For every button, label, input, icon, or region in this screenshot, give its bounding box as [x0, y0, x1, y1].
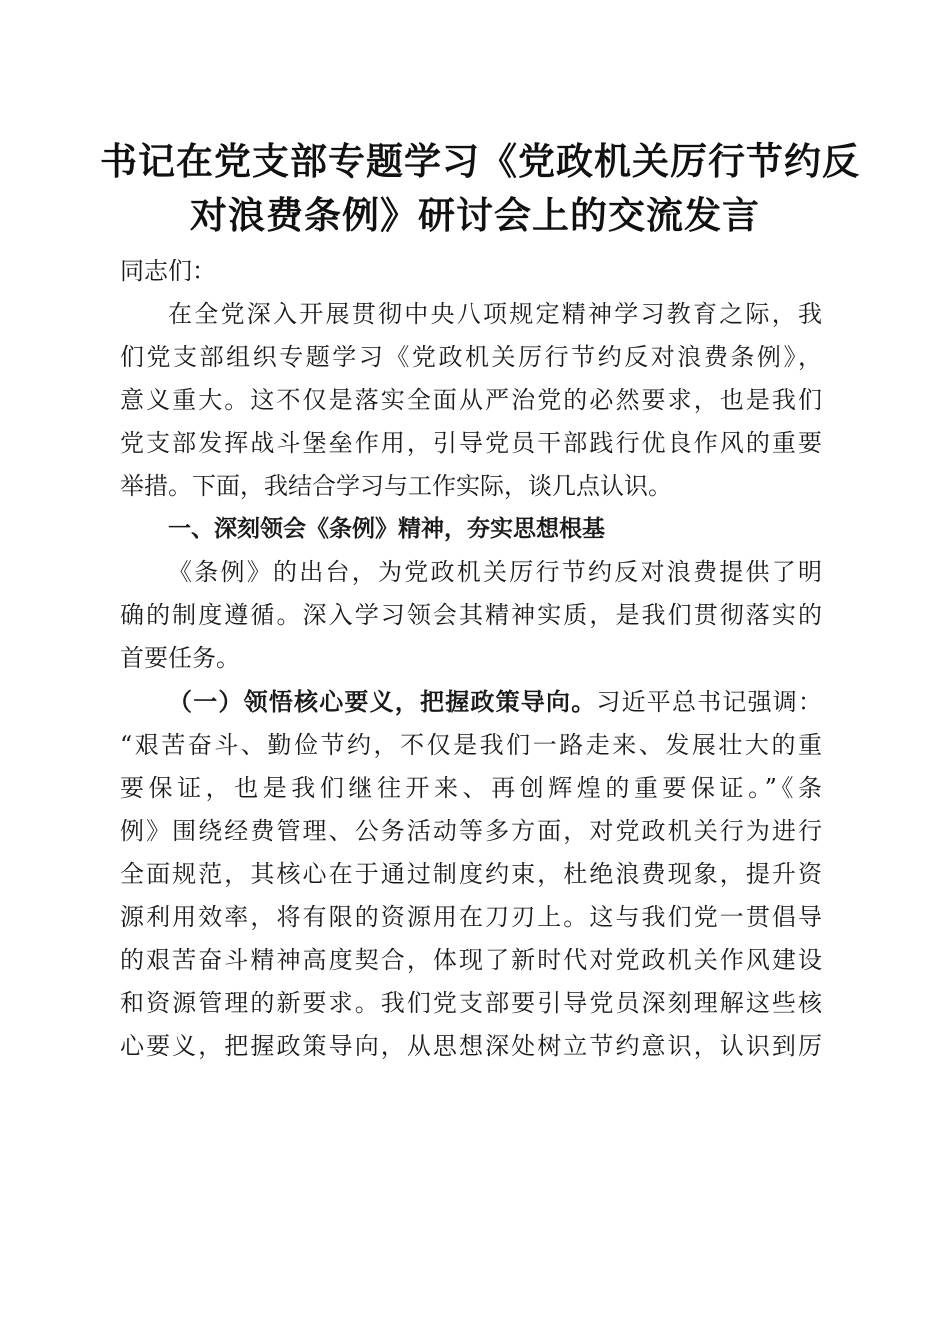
salutation: 同志们：	[120, 257, 216, 285]
title-line-2: 对浪费条例》研讨会上的交流发言	[190, 193, 760, 237]
subsection-1-line: 全面规范，其核心在于通过制度约束，杜绝浪费现象，提升资	[120, 860, 822, 888]
subsection-1-first-line	[120, 680, 822, 724]
subsection-1-line: “艰苦奋斗、勤俭节约，不仅是我们一路走来、发展壮大的重	[120, 731, 822, 759]
section-1-heading: 一、深刻领会《条例》精神，夯实思想根基	[168, 516, 605, 542]
subsection-1-paragraph	[120, 680, 830, 1068]
intro-line: 党支部发挥战斗堡垒作用，引导党员干部践行优良作风的重要	[120, 429, 822, 457]
subsection-1-line: 例》围绕经费管理、公务活动等多方面，对党政机关行为进行	[120, 817, 822, 845]
document-title	[100, 134, 860, 242]
intro-line: 们党支部组织专题学习《党政机关厉行节约反对浪费条例》，	[120, 343, 822, 371]
subsection-1-line: 心要义，把握政策导向，从思想深处树立节约意识，认识到厉	[120, 1032, 822, 1060]
subsection-1-line: 源利用效率，将有限的资源用在刀刃上。这与我们党一贯倡导	[120, 903, 822, 931]
section-1-paragraph	[120, 551, 830, 680]
intro-line: 举措。下面，我结合学习与工作实际，谈几点认识。	[120, 472, 672, 500]
subsection-1-line: 要保证，也是我们继往开来、再创辉煌的重要保证。”《条	[120, 774, 822, 802]
title-line-1: 书记在党支部专题学习《党政机关厉行节约反	[100, 139, 860, 183]
subsection-1-lead: （一）领悟核心要义，把握政策导向。	[168, 687, 597, 716]
section-1-line: 首要任务。	[120, 644, 240, 672]
document-body	[120, 250, 830, 1068]
section-1-line: 《条例》的出台，为党政机关厉行节约反对浪费提供了明	[168, 558, 822, 586]
subsection-1-line: 和资源管理的新要求。我们党支部要引导党员深刻理解这些核	[120, 989, 822, 1017]
intro-line: 意义重大。这不仅是落实全面从严治党的必然要求，也是我们	[120, 386, 822, 414]
intro-line: 在全党深入开展贯彻中央八项规定精神学习教育之际，我	[168, 300, 822, 328]
subsection-1-first-rest: 习近平总书记强调：	[596, 688, 823, 716]
subsection-1-line: 的艰苦奋斗精神高度契合，体现了新时代对党政机关作风建设	[120, 946, 822, 974]
section-1-line: 确的制度遵循。深入学习领会其精神实质，是我们贯彻落实的	[120, 601, 822, 629]
intro-paragraph	[120, 293, 830, 508]
